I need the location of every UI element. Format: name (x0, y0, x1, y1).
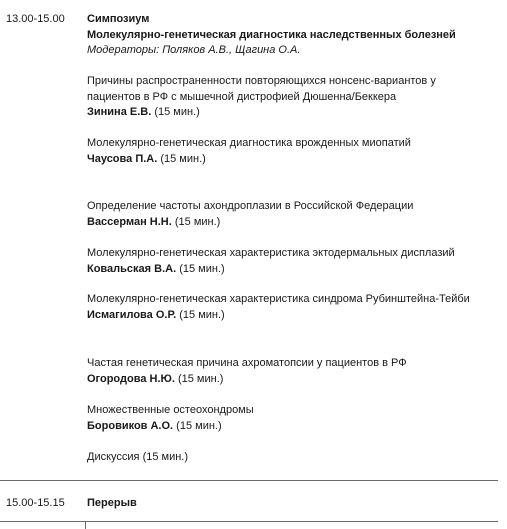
talk-duration: (15 мин.) (179, 308, 225, 321)
talk-speaker-line (87, 372, 497, 388)
session-time: 13.00-15.00 (6, 13, 65, 25)
section-divider (0, 521, 498, 522)
talk-title: Молекулярно-генетическая характеристика синдрома Рубинштейна-Тейби (87, 293, 470, 305)
talk-duration: (15 мин.) (154, 106, 200, 118)
talk-title: Частая генетическая причина ахроматопсии у пациентов в РФ (87, 357, 407, 369)
talk-speaker: Боровиков А.О. (87, 419, 174, 432)
talk-item (87, 292, 497, 323)
talk-item (87, 74, 497, 121)
talk-duration: (15 мин.) (177, 372, 224, 385)
talk-item (87, 403, 497, 434)
break-time: 15.00-15.15 (6, 497, 65, 509)
talk-speaker-line (87, 152, 497, 168)
talk-item (87, 199, 497, 230)
talk-duration: (15 мин.) (174, 215, 221, 228)
talk-item (87, 356, 497, 387)
session-type: Симпозиум (87, 13, 150, 25)
break-label: Перерыв (87, 497, 137, 509)
talk-speaker: Вассерман Н.Н. (87, 215, 172, 228)
talk-speaker-line (87, 419, 497, 435)
section-divider (0, 480, 498, 481)
talk-speaker-line (87, 308, 497, 324)
talk-speaker: Огородова Н.Ю. (87, 372, 175, 385)
session-header (87, 12, 499, 59)
talk-title: Множественные остеохондромы (87, 404, 254, 416)
talk-duration: (15 мин.) (179, 262, 225, 275)
discussion-label: Дискуссия (15 мин.) (87, 451, 189, 463)
talk-speaker-line (87, 105, 497, 121)
talk-title: Молекулярно-генетическая характеристика эктодермальных дисплазий (87, 247, 455, 259)
talk-speaker: Ковальская В.А. (87, 262, 177, 275)
session-moderators: Модераторы: Поляков А.В., Щагина О.А. (87, 44, 301, 56)
talk-speaker: Чаусова П.А. (87, 152, 158, 165)
talk-item (87, 246, 497, 277)
talk-speaker: Исмагилова О.Р. (87, 308, 177, 321)
talk-speaker: Зинина Е.В. (87, 106, 152, 118)
talk-item (87, 136, 497, 167)
talk-title: Молекулярно-генетическая диагностика врожденных миопатий (87, 137, 411, 149)
talk-speaker-line (87, 262, 497, 278)
talk-title: Причины распространенности повторяющихся нонсенс-вариантов у пациентов в РФ с мышечной дистрофией Дюшенна/Беккера (87, 75, 436, 103)
talk-title: Определение частоты ахондроплазии в Российской Федерации (87, 200, 414, 212)
table-column-border (85, 522, 86, 529)
talk-duration: (15 мин.) (160, 152, 206, 165)
session-title: Молекулярно-генетическая диагностика наследственных болезней (87, 28, 456, 41)
talk-speaker-line (87, 215, 497, 231)
break-row (87, 496, 499, 512)
discussion (87, 450, 497, 466)
talk-duration: (15 мин.) (176, 419, 222, 432)
